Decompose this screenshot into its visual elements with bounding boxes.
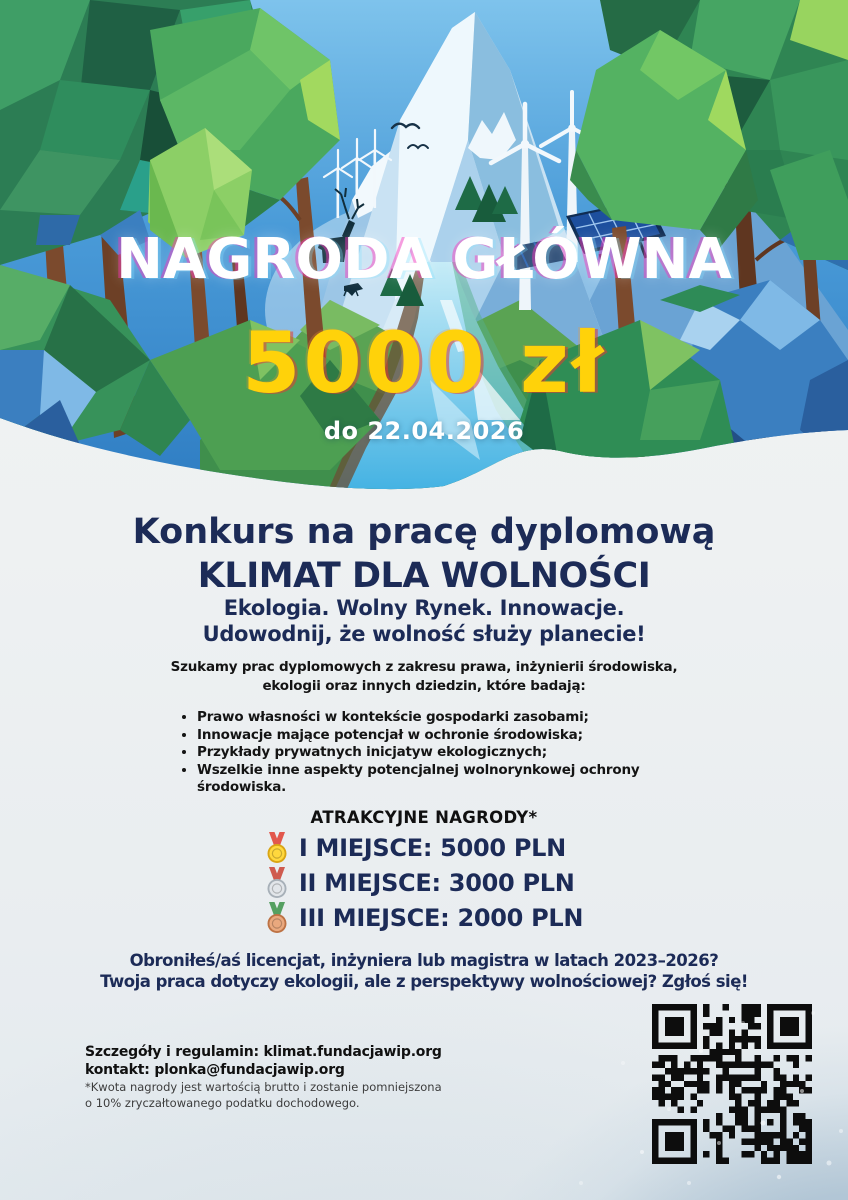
bronze-medal-icon xyxy=(265,902,289,934)
topic-item: • Przykłady prywatnych inicjatyw ekologicznych; xyxy=(197,744,667,762)
footnote-line-1: *Kwota nagrody jest wartością brutto i zostanie pomniejszona xyxy=(85,1080,442,1094)
silver-medal-icon xyxy=(265,867,289,899)
qr-code xyxy=(652,1004,812,1164)
footer-contact-block xyxy=(85,1043,442,1079)
topics-list xyxy=(0,709,848,797)
hero-title: NAGRODA GŁÓWNA xyxy=(116,227,732,292)
topic-item: • Prawo własności w kontekście gospodarki zasobami; xyxy=(197,709,667,727)
prize-row-second xyxy=(265,867,575,899)
prize-label: II MIEJSCE: 3000 PLN xyxy=(298,869,575,897)
prize-amount: 5000 zł xyxy=(241,314,607,412)
tagline-1: Ekologia. Wolny Rynek. Innowacje. xyxy=(223,596,625,620)
cta-line-2: Twoja praca dotyczy ekologii, ale z perspektywy wolnościowej? Zgłoś się! xyxy=(100,972,748,991)
gold-medal-icon xyxy=(265,832,289,864)
intro-line-1: Szukamy prac dyplomowych z zakresu prawa, inżynierii środowiska, xyxy=(170,659,678,675)
tagline-2: Udowodnij, że wolność służy planecie! xyxy=(202,622,646,646)
prize-row-third xyxy=(265,902,583,934)
contact-email: kontakt: plonka@fundacjawip.org xyxy=(85,1062,345,1078)
intro-line-2: ekologii oraz innych dziedzin, które badają: xyxy=(262,678,586,694)
topic-item: • Innowacje mające potencjał w ochronie środowiska; xyxy=(197,727,667,745)
deadline: do 22.04.2026 xyxy=(323,417,525,445)
prize-label: I MIEJSCE: 5000 PLN xyxy=(298,834,566,862)
details-url: Szczegóły i regulamin: klimat.fundacjawip.org xyxy=(85,1044,442,1060)
contest-name: KLIMAT DLA WOLNOŚCI xyxy=(197,556,651,596)
prizes-list xyxy=(0,832,848,934)
contest-heading: Konkurs na pracę dyplomową xyxy=(132,512,716,552)
topic-item: • Wszelkie inne aspekty potencjalnej wolnorynkowej ochrony środowiska. xyxy=(197,762,667,797)
intro-text xyxy=(0,658,848,696)
prize-label: III MIEJSCE: 2000 PLN xyxy=(298,904,584,932)
footnote-line-2: o 10% zryczałtowanego podatku dochodowego. xyxy=(85,1095,360,1110)
cta-line-1: Obroniłeś/aś licencjat, inżyniera lub magistra w latach 2023–2026? xyxy=(129,951,719,970)
call-to-action xyxy=(0,950,848,992)
prizes-heading: ATRAKCYJNE NAGRODY* xyxy=(310,808,538,827)
footnote xyxy=(85,1080,442,1111)
prize-row-first xyxy=(265,832,566,864)
